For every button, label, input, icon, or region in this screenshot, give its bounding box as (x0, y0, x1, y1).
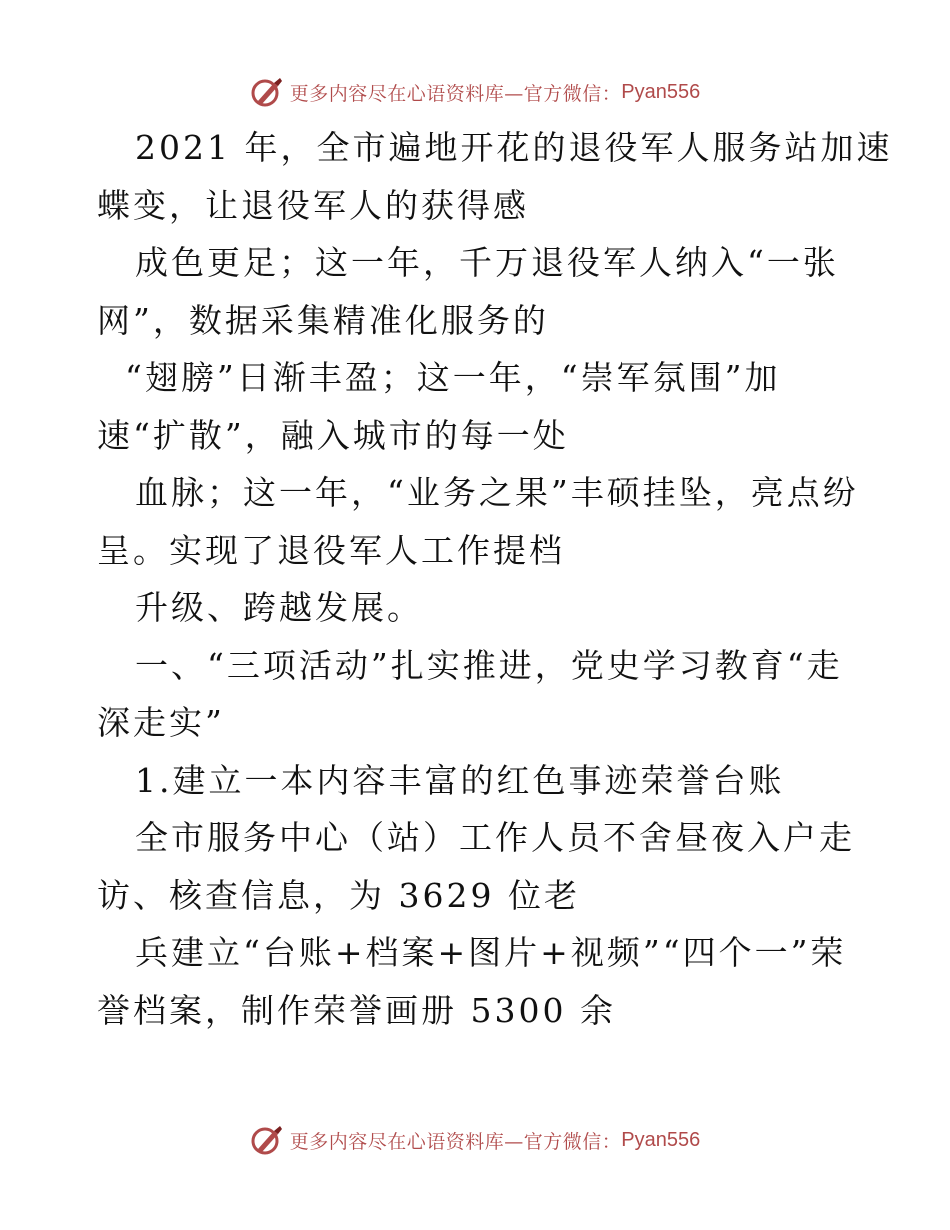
text-line: 速“扩散”，融入城市的每一处 (97, 416, 569, 455)
text-line: 誉档案，制作荣誉画册 5300 余 (97, 991, 616, 1030)
text-line: 血脉；这一年，“业务之果”丰硕挂坠，亮点纷 (135, 473, 859, 512)
text-line: “翅膀”日渐丰盈；这一年，“崇军氛围”加 (125, 358, 781, 397)
subsection-heading: 1.建立一本内容丰富的红色事迹荣誉台账 (135, 761, 785, 800)
footer-watermark (0, 1120, 950, 1160)
text-line: 全市服务中心（站）工作人员不舍昼夜入户走 (135, 818, 855, 857)
pen-logo-icon (250, 75, 284, 109)
section-heading: 一、“三项活动”扎实推进，党史学习教育“走 (135, 646, 843, 685)
watermark-text: 更多内容尽在心语资料库—官方微信： (289, 1130, 622, 1153)
watermark-id: Pyan556 (621, 1128, 701, 1151)
pen-logo-icon (250, 1123, 284, 1157)
text-line: 成色更足；这一年，千万退役军人纳入“一张 (135, 243, 839, 282)
text-line: 访、核查信息，为 3629 位老 (97, 876, 580, 915)
section-heading: 深走实” (97, 703, 225, 742)
text-line: 升级、跨越发展。 (135, 588, 423, 627)
text-line: 兵建立“台账+档案+图片+视频”“四个一”荣 (135, 933, 847, 972)
text-line: 蝶变，让退役军人的获得感 (97, 186, 529, 225)
watermark-text: 更多内容尽在心语资料库—官方微信： (289, 82, 622, 105)
text-line: 2021 年，全市遍地开花的退役军人服务站加速 (135, 128, 893, 167)
text-line: 呈。实现了退役军人工作提档 (97, 531, 565, 570)
text-line: 网”，数据采集精准化服务的 (97, 301, 549, 340)
header-watermark (0, 72, 950, 112)
watermark-id: Pyan556 (621, 80, 701, 103)
